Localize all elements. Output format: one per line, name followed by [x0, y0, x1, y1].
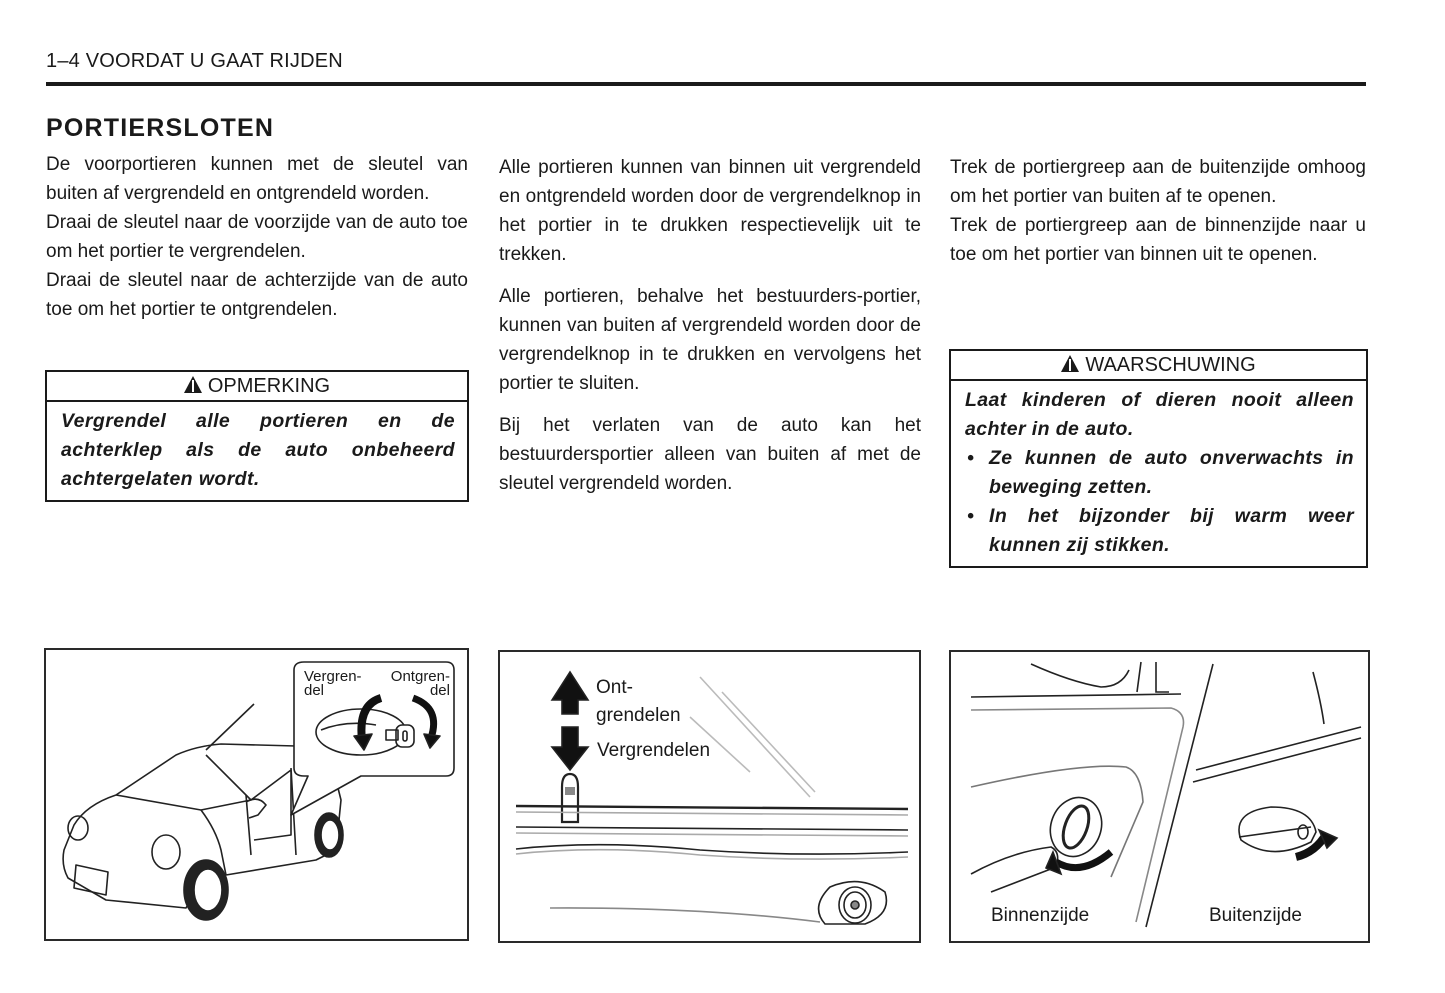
warning-triangle-icon — [184, 376, 202, 393]
warning-box — [949, 349, 1368, 568]
fig1-lock-label — [304, 670, 362, 698]
paragraph: Trek de portiergreep aan de buitenzijde omhoog om het portier van buiten af te openen. — [950, 157, 1366, 207]
paragraph: Bij het verlaten van de auto kan het bestuurdersportier alleen van buiten af met de sleutel vergrendeld worden. — [499, 415, 921, 494]
header-rule — [46, 82, 1366, 86]
warning-intro: Laat kinderen of dieren nooit alleen achter in de auto. — [965, 389, 1354, 440]
fig1-unlock-label — [382, 670, 450, 698]
note-box — [45, 370, 469, 502]
column-2 — [499, 153, 921, 498]
door-knob-illustration — [500, 652, 919, 941]
paragraph: De voorportieren kunnen met de sleutel van buiten af vergrendeld en ontgrendeld worden. — [46, 154, 468, 204]
figure-door-handles — [949, 650, 1370, 943]
warning-box-header — [951, 351, 1366, 381]
fig1-unlock-label-line2: del — [429, 682, 450, 699]
paragraph: Alle portieren kunnen van binnen uit vergrendeld en ontgrendeld worden door de vergrendelknop in het portier in te drukken respectievelijk uit te trekken. — [499, 157, 921, 265]
door-handles-illustration — [951, 652, 1368, 941]
fig2-unlock-label-line2: grendelen — [596, 705, 681, 726]
section-title: PORTIERSLOTEN — [46, 114, 275, 142]
figure-door-lock-knob — [498, 650, 921, 943]
fig2-unlock-label-line1: Ont- — [596, 677, 633, 698]
fig1-lock-label-line1: Vergren- — [304, 668, 362, 685]
running-head: 1–4 VOORDAT U GAAT RIJDEN — [46, 50, 343, 72]
note-box-title: OPMERKING — [207, 375, 331, 397]
fig1-lock-label-line2: del — [304, 682, 325, 699]
fig3-outside-label: Buitenzijde — [1209, 905, 1302, 926]
warning-bullet-list — [965, 444, 1354, 560]
fig2-lock-label: Vergrendelen — [597, 740, 711, 761]
warning-bullet: • Ze kunnen de auto onverwachts in beweging zetten. — [965, 444, 1354, 502]
paragraph: Draai de sleutel naar de achterzijde van de auto toe om het portier te ontgrendelen. — [46, 270, 468, 320]
figure-car-key-lock — [44, 648, 469, 941]
paragraph: Trek de portiergreep aan de binnenzijde naar u toe om het portier van binnen uit te openen. — [950, 215, 1366, 265]
fig2-unlock-label — [596, 674, 681, 730]
warning-bullet: • In het bijzonder bij warm weer kunnen zij stikken. — [965, 502, 1354, 560]
column-1 — [46, 150, 468, 324]
fig1-unlock-label-line1: Ontgren- — [390, 668, 450, 685]
note-box-body: Vergrendel alle portieren en de achterklep als de auto onbeheerd achtergelaten wordt. — [61, 410, 455, 490]
fig3-inside-label: Binnenzijde — [991, 905, 1090, 926]
column-3 — [950, 153, 1366, 269]
warning-box-title: WAARSCHUWING — [1085, 354, 1256, 376]
note-box-header — [47, 372, 467, 402]
warning-box-body — [951, 381, 1366, 566]
paragraph: Alle portieren, behalve het bestuurders-portier, kunnen van buiten af vergrendeld worden door de vergrendelknop in te drukken en vervolgens het portier te sluiten. — [499, 286, 921, 394]
paragraph: Draai de sleutel naar de voorzijde van de auto toe om het portier te vergrendelen. — [46, 212, 468, 262]
warning-triangle-icon — [1061, 355, 1079, 372]
